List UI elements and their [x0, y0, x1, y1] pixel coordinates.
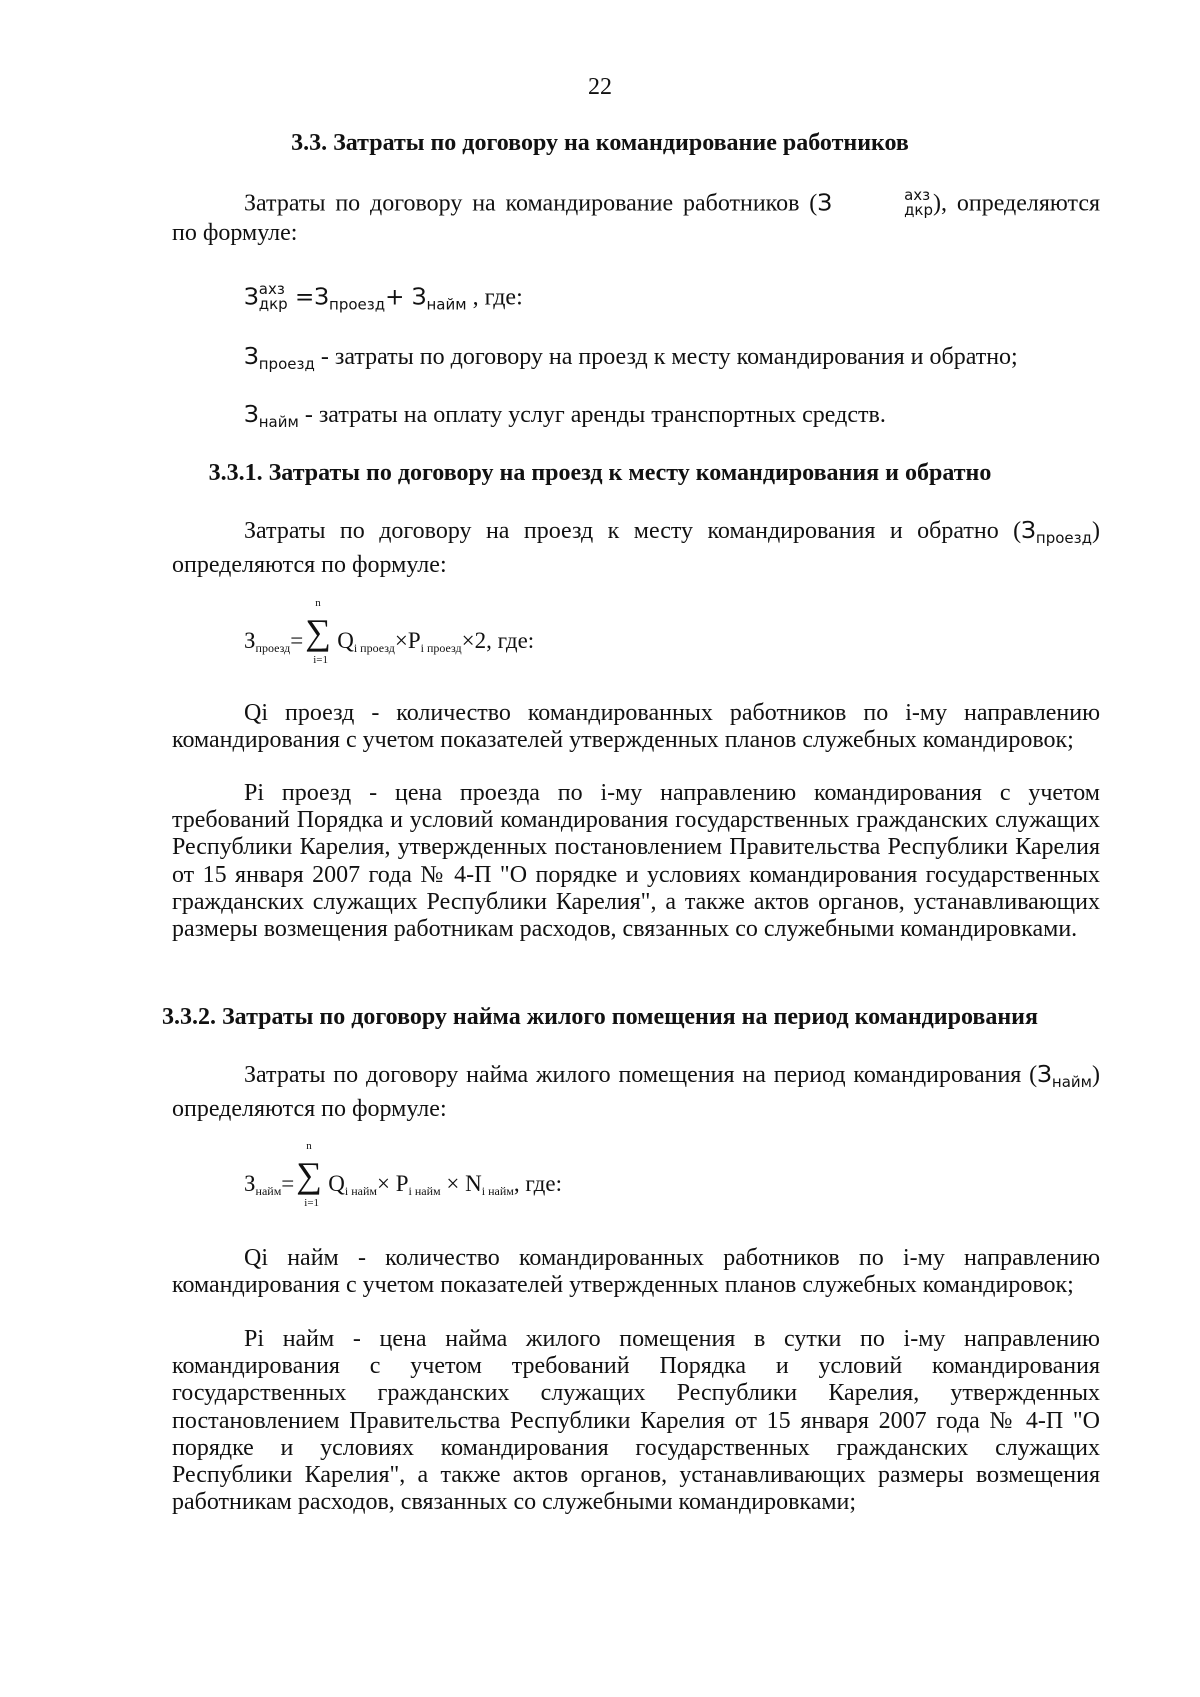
- heading-3-3-2: 3.3.2. Затраты по договору найма жилого помещения на период командирования: [162, 1004, 1038, 1030]
- formula-3-3: З ахз дкр $=З_{проезд}+ З_{найм}$ , где:: [244, 280, 523, 314]
- symbol-z: З: [817, 190, 833, 217]
- paragraph-q-naim: Qi найм - количество командированных работников по i-му направлению командирования с учетом показателей утвержденных планов служебных командировок;: [172, 1245, 1100, 1299]
- paragraph-p-naim: Pi найм - цена найма жилого помещения в сутки по i-му направлению командирования с учетом требований Порядка и условий командирования государственных гражданских служащих Республики Карелия, утвержденных постановлением Правительства Республики Карелия от 15 января 2007 года № 4-П "О порядке и условиях командирования государственных гражданских служащих Республики Карелия", а также актов органов, устанавливающих размеры возмещения работникам расходов, связанных со служебными командировками;: [172, 1326, 1100, 1516]
- symbol-sup: ахз: [904, 186, 931, 204]
- definition-z-proezd: $З_{проезд}$ - затраты по договору на проезд к месту командирования и обратно;: [244, 344, 1018, 373]
- page-number: 22: [588, 74, 612, 100]
- paragraph-3-3-1-intro: Затраты по договору на проезд к месту командирования и обратно $(З_{проезд})$ определяются по формуле:: [172, 518, 1100, 579]
- heading-3-3-1: 3.3.1. Затраты по договору на проезд к месту командирования и обратно: [208, 460, 992, 486]
- paragraph-q-proezd: Qi проезд - количество командированных работников по i-му направлению командирования с учетом показателей утвержденных планов служебных командировок;: [172, 700, 1100, 754]
- paragraph-p-proezd: Pi проезд - цена проезда по i-му направлению командирования с учетом требований Порядка и условий командирования государственных гражданских служащих Республики Карелия, утвержденных постановлением Правительства Республики Карелия от 15 января 2007 года № 4-П "О порядке и условиях командирования государственных гражданских служащих Республики Карелия", а также актов органов, устанавливающих размеры возмещения работникам расходов, связанных со служебными командировками.: [172, 780, 1100, 943]
- heading-3-3: 3.3. Затраты по договору на командирование работников: [291, 130, 909, 156]
- definition-z-naim: $З_{найм}$ - затраты на оплату услуг аренды транспортных средств.: [244, 402, 886, 431]
- sum-sign: ∑ n i=1: [305, 597, 331, 666]
- paragraph-3-3-intro: Затраты по договору на командирование работников (З ахз дкр ), определяются по формуле:: [172, 186, 1101, 246]
- formula-3-3-1: Зпроезд= ∑ n i=1 Qi проезд×Pi проезд×2, где:: [244, 597, 535, 666]
- sum-sign: ∑ n i=1: [296, 1140, 322, 1209]
- symbol-sub: дкр: [904, 201, 934, 219]
- formula-3-3-2: Знайм= ∑ n i=1 Qi найм× Pi найм × Ni найм, где:: [244, 1140, 562, 1209]
- paragraph-3-3-2-intro: Затраты по договору найма жилого помещения на период командирования $(З_{найм})$ определяются по формуле:: [172, 1062, 1100, 1123]
